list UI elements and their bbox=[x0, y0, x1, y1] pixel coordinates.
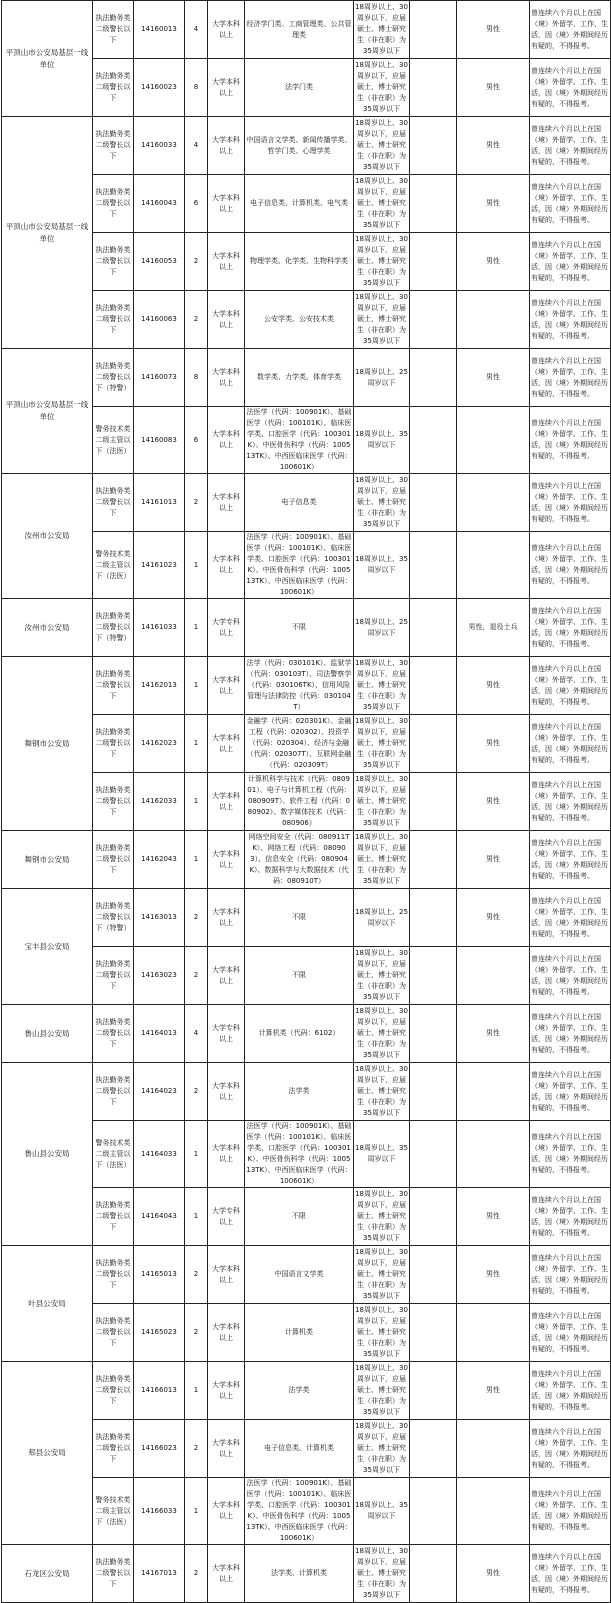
count-cell: 2 bbox=[185, 1420, 208, 1478]
code-cell: 14164043 bbox=[134, 1188, 185, 1246]
position-cell: 警务技术类二级主管以下（法医） bbox=[93, 532, 134, 599]
unit-cell: 石龙区公安局 bbox=[2, 1545, 93, 1603]
code-cell: 14160083 bbox=[134, 407, 185, 474]
education-cell: 大学本科以上 bbox=[208, 1121, 245, 1188]
unit-cell: 平顶山市公安局基层一线单位 bbox=[2, 117, 93, 349]
gender-cell bbox=[457, 947, 530, 1005]
gender-cell: 男性 bbox=[457, 1005, 530, 1063]
major-cell: 金融学（代码：020301K）、金融工程（代码：020302）、投资学（代码：020304）、经济与金融（代码：020307T）、互联网金融（代码：020309T） bbox=[245, 715, 354, 773]
other-cell bbox=[410, 1188, 457, 1246]
code-cell: 14160013 bbox=[134, 1, 185, 59]
position-cell: 执法勤务类二级警长以下 bbox=[93, 773, 134, 831]
age-cell: 18周岁以上、30周岁以下，应届硕士、博士研究生（非在职）为35周岁以下 bbox=[354, 1005, 410, 1063]
position-cell: 执法勤务类二级警长以下 bbox=[93, 1246, 134, 1304]
age-cell: 18周岁以上、30周岁以下，应届硕士、博士研究生（非在职）为35周岁以下 bbox=[354, 715, 410, 773]
other-cell bbox=[410, 117, 457, 175]
position-cell: 执法勤务类二级警长以下（特警） bbox=[93, 889, 134, 947]
code-cell: 14167013 bbox=[134, 1545, 185, 1603]
requirement-cell: 曾连续六个月以上在国（境）外留学、工作、生活，因（境）外期间经历有疑的，不得报考。 bbox=[530, 233, 611, 291]
requirement-cell: 曾连续六个月以上在国（境）外留学、工作、生活，因（境）外期间经历有疑的，不得报考。 bbox=[530, 407, 611, 474]
requirement-cell: 曾连续六个月以上在国（境）外留学、工作、生活，因（境）外期间经历有疑的，不得报考。 bbox=[530, 1246, 611, 1304]
requirement-cell: 曾连续六个月以上在国（境）外留学、工作、生活，因（境）外期间经历有疑的，不得报考。 bbox=[530, 532, 611, 599]
education-cell: 大学本科以上 bbox=[208, 175, 245, 233]
other-cell bbox=[410, 1246, 457, 1304]
code-cell: 14164013 bbox=[134, 1005, 185, 1063]
major-cell: 法医学（代码：100901K）、基础医学（代码：100101K）、临床医学类、口腔医学（代码：100301K）、中医骨伤科学（代码：100513TK）、中西医临床医学（代码：100601K） bbox=[245, 532, 354, 599]
other-cell bbox=[410, 1063, 457, 1121]
other-cell bbox=[410, 947, 457, 1005]
code-cell: 14166033 bbox=[134, 1478, 185, 1545]
major-cell: 计算机科学与技术（代码：080901）、电子与计算机工程（代码：080909T）、软件工程（代码：080902）、数字媒体技术（代码：080906） bbox=[245, 773, 354, 831]
age-cell: 18周岁以上、30周岁以下，应届硕士、博士研究生（非在职）为35周岁以下 bbox=[354, 773, 410, 831]
age-cell: 18周岁以上、35周岁以下 bbox=[354, 407, 410, 474]
age-cell: 18周岁以上、30周岁以下，应届硕士、博士研究生（非在职）为35周岁以下 bbox=[354, 831, 410, 889]
gender-cell: 男性 bbox=[457, 657, 530, 715]
code-cell: 14162033 bbox=[134, 773, 185, 831]
education-cell: 大学本科以上 bbox=[208, 947, 245, 1005]
requirement-cell: 曾连续六个月以上在国（境）外留学、工作、生活，因（境）外期间经历有疑的，不得报考。 bbox=[530, 291, 611, 349]
other-cell bbox=[410, 532, 457, 599]
major-cell: 电子信息类 bbox=[245, 474, 354, 532]
count-cell: 8 bbox=[185, 349, 208, 407]
requirement-cell: 曾连续六个月以上在国（境）外留学、工作、生活，因（境）外期间经历有疑的，不得报考。 bbox=[530, 474, 611, 532]
age-cell: 18周岁以上、30周岁以下，应届硕士、博士研究生（非在职）为35周岁以下 bbox=[354, 233, 410, 291]
education-cell: 大学本科以上 bbox=[208, 831, 245, 889]
other-cell bbox=[410, 349, 457, 407]
major-cell: 数学类、力学类、体育学类 bbox=[245, 349, 354, 407]
gender-cell: 男性 bbox=[457, 175, 530, 233]
position-cell: 执法勤务类二级警长以下 bbox=[93, 1362, 134, 1420]
age-cell: 18周岁以上、30周岁以下，应届硕士、博士研究生（非在职）为35周岁以下 bbox=[354, 1063, 410, 1121]
major-cell: 法学门类 bbox=[245, 59, 354, 117]
position-cell: 执法勤务类二级警长以下 bbox=[93, 1005, 134, 1063]
table-row bbox=[2, 1063, 611, 1121]
requirement-cell: 曾连续六个月以上在国（境）外留学、工作、生活，因（境）外期间经历有疑的，不得报考。 bbox=[530, 1, 611, 59]
requirement-cell: 曾连续六个月以上在国（境）外留学、工作、生活，因（境）外期间经历有疑的，不得报考。 bbox=[530, 117, 611, 175]
position-cell: 执法勤务类二级警长以下 bbox=[93, 657, 134, 715]
code-cell: 14163013 bbox=[134, 889, 185, 947]
count-cell: 1 bbox=[185, 1478, 208, 1545]
requirement-cell: 曾连续六个月以上在国（境）外留学、工作、生活，因（境）外期间经历有疑的，不得报考。 bbox=[530, 175, 611, 233]
major-cell: 中国语言文学类、新闻传播学类、哲学门类、心理学类 bbox=[245, 117, 354, 175]
major-cell: 电子信息类、计算机类 bbox=[245, 1420, 354, 1478]
count-cell: 1 bbox=[185, 1188, 208, 1246]
count-cell: 4 bbox=[185, 1005, 208, 1063]
requirement-cell: 曾连续六个月以上在国（境）外留学、工作、生活，因（境）外期间经历有疑的，不得报考。 bbox=[530, 831, 611, 889]
gender-cell: 男性 bbox=[457, 715, 530, 773]
table-row bbox=[2, 1478, 611, 1545]
table-row bbox=[2, 1005, 611, 1063]
age-cell: 18周岁以上、25周岁以下 bbox=[354, 349, 410, 407]
education-cell: 大学本科以上 bbox=[208, 715, 245, 773]
education-cell: 大学本科以上 bbox=[208, 1, 245, 59]
other-cell bbox=[410, 831, 457, 889]
table-row bbox=[2, 1246, 611, 1304]
gender-cell bbox=[457, 1478, 530, 1545]
requirement-cell: 曾连续六个月以上在国（境）外留学、工作、生活，因（境）外期间经历有疑的，不得报考。 bbox=[530, 59, 611, 117]
code-cell: 14163023 bbox=[134, 947, 185, 1005]
education-cell: 大学本科以上 bbox=[208, 889, 245, 947]
code-cell: 14165013 bbox=[134, 1246, 185, 1304]
age-cell: 18周岁以上、30周岁以下，应届硕士、博士研究生（非在职）为35周岁以下 bbox=[354, 947, 410, 1005]
table-row bbox=[2, 1362, 611, 1420]
count-cell: 2 bbox=[185, 889, 208, 947]
requirement-cell: 曾连续六个月以上在国（境）外留学、工作、生活，因（境）外期间经历有疑的，不得报考。 bbox=[530, 599, 611, 657]
major-cell: 中国语言文学类 bbox=[245, 1246, 354, 1304]
age-cell: 18周岁以上、35周岁以下 bbox=[354, 532, 410, 599]
code-cell: 14166013 bbox=[134, 1362, 185, 1420]
table-row bbox=[2, 349, 611, 407]
age-cell: 18周岁以上、30周岁以下，应届硕士、博士研究生（非在职）为35周岁以下 bbox=[354, 117, 410, 175]
table-row bbox=[2, 175, 611, 233]
count-cell: 2 bbox=[185, 1304, 208, 1362]
education-cell: 大学本科以上 bbox=[208, 1246, 245, 1304]
position-cell: 执法勤务类二级警长以下 bbox=[93, 947, 134, 1005]
count-cell: 6 bbox=[185, 407, 208, 474]
table-row bbox=[2, 947, 611, 1005]
other-cell bbox=[410, 1, 457, 59]
code-cell: 14162013 bbox=[134, 657, 185, 715]
code-cell: 14164023 bbox=[134, 1063, 185, 1121]
gender-cell: 男性 bbox=[457, 117, 530, 175]
unit-cell: 平顶山市公安局基层一线单位 bbox=[2, 349, 93, 474]
position-cell: 执法勤务类二级警长以下 bbox=[93, 59, 134, 117]
age-cell: 18周岁以上、30周岁以下，应届硕士、博士研究生（非在职）为35周岁以下 bbox=[354, 59, 410, 117]
count-cell: 2 bbox=[185, 947, 208, 1005]
count-cell: 1 bbox=[185, 1121, 208, 1188]
gender-cell bbox=[457, 1121, 530, 1188]
education-cell: 大学专科以上 bbox=[208, 599, 245, 657]
unit-cell: 舞钢市公安局 bbox=[2, 657, 93, 831]
age-cell: 18周岁以上、30周岁以下，应届硕士、博士研究生（非在职）为35周岁以下 bbox=[354, 1, 410, 59]
count-cell: 6 bbox=[185, 175, 208, 233]
other-cell bbox=[410, 1545, 457, 1603]
gender-cell: 男性 bbox=[457, 1, 530, 59]
gender-cell: 男性 bbox=[457, 1545, 530, 1603]
other-cell bbox=[410, 1005, 457, 1063]
gender-cell bbox=[457, 291, 530, 349]
table-row bbox=[2, 1188, 611, 1246]
count-cell: 4 bbox=[185, 1, 208, 59]
gender-cell bbox=[457, 474, 530, 532]
gender-cell: 男性，退役士兵 bbox=[457, 599, 530, 657]
table-row bbox=[2, 291, 611, 349]
education-cell: 大学本科以上 bbox=[208, 657, 245, 715]
unit-cell: 鲁山县公安局 bbox=[2, 1063, 93, 1246]
position-cell: 执法勤务类二级警长以下 bbox=[93, 1188, 134, 1246]
gender-cell: 男性 bbox=[457, 773, 530, 831]
table-row bbox=[2, 474, 611, 532]
major-cell: 法学类、计算机类 bbox=[245, 1545, 354, 1603]
other-cell bbox=[410, 657, 457, 715]
age-cell: 18周岁以上、30周岁以下，应届硕士、博士研究生（非在职）为35周岁以下 bbox=[354, 1420, 410, 1478]
code-cell: 14164033 bbox=[134, 1121, 185, 1188]
other-cell bbox=[410, 773, 457, 831]
table-row bbox=[2, 831, 611, 889]
unit-cell: 汝州市公安局 bbox=[2, 474, 93, 599]
education-cell: 大学专科以上 bbox=[208, 1188, 245, 1246]
education-cell: 大学本科以上 bbox=[208, 1304, 245, 1362]
other-cell bbox=[410, 889, 457, 947]
gender-cell: 男性 bbox=[457, 1246, 530, 1304]
other-cell bbox=[410, 715, 457, 773]
age-cell: 18周岁以上、30周岁以下，应届硕士、博士研究生（非在职）为35周岁以下 bbox=[354, 1304, 410, 1362]
table-row bbox=[2, 889, 611, 947]
requirement-cell: 曾连续六个月以上在国（境）外留学、工作、生活，因（境）外期间经历有疑的，不得报考。 bbox=[530, 889, 611, 947]
count-cell: 8 bbox=[185, 59, 208, 117]
age-cell: 18周岁以上、25周岁以下 bbox=[354, 599, 410, 657]
gender-cell bbox=[457, 1420, 530, 1478]
count-cell: 2 bbox=[185, 474, 208, 532]
requirement-cell: 曾连续六个月以上在国（境）外留学、工作、生活，因（境）外期间经历有疑的，不得报考。 bbox=[530, 1362, 611, 1420]
position-cell: 警务技术类二级主管以下（法医） bbox=[93, 407, 134, 474]
major-cell: 法学类 bbox=[245, 1063, 354, 1121]
table-row bbox=[2, 532, 611, 599]
position-cell: 执法勤务类二级警长以下 bbox=[93, 1304, 134, 1362]
other-cell bbox=[410, 1420, 457, 1478]
table-row bbox=[2, 1121, 611, 1188]
unit-cell: 叶县公安局 bbox=[2, 1246, 93, 1362]
code-cell: 14160033 bbox=[134, 117, 185, 175]
major-cell: 法医学（代码：100901K）、基础医学（代码：100101K）、临床医学类、口腔医学（代码：100301K）、中医骨伤科学（代码：100513TK）、中西医临床医学（代码：100601K） bbox=[245, 1121, 354, 1188]
major-cell: 电子信息类、计算机类、电气类 bbox=[245, 175, 354, 233]
code-cell: 14160043 bbox=[134, 175, 185, 233]
education-cell: 大学专科以上 bbox=[208, 1005, 245, 1063]
education-cell: 大学本科以上 bbox=[208, 1420, 245, 1478]
gender-cell bbox=[457, 1063, 530, 1121]
education-cell: 大学本科以上 bbox=[208, 1063, 245, 1121]
position-cell: 警务技术类二级主管以下（法医） bbox=[93, 1478, 134, 1545]
major-cell: 法学（代码：030101K）、监狱学（代码：030103T）、司法警察学（代码：030106TK）、信用风险管理与法律防控（代码：030104T） bbox=[245, 657, 354, 715]
gender-cell: 男性 bbox=[457, 233, 530, 291]
table-row bbox=[2, 233, 611, 291]
gender-cell: 男性 bbox=[457, 1188, 530, 1246]
count-cell: 1 bbox=[185, 657, 208, 715]
requirement-cell: 曾连续六个月以上在国（境）外留学、工作、生活，因（境）外期间经历有疑的，不得报考。 bbox=[530, 715, 611, 773]
age-cell: 18周岁以上、25周岁以下 bbox=[354, 889, 410, 947]
education-cell: 大学本科以上 bbox=[208, 474, 245, 532]
major-cell: 法医学（代码：100901K）、基础医学（代码：100101K）、临床医学类、口腔医学（代码：100301K）、中医骨伤科学（代码：100513TK）、中西医临床医学（代码：100601K） bbox=[245, 1478, 354, 1545]
count-cell: 2 bbox=[185, 233, 208, 291]
table-row bbox=[2, 117, 611, 175]
code-cell: 14161023 bbox=[134, 532, 185, 599]
age-cell: 18周岁以上、30周岁以下，应届硕士、博士研究生（非在职）为35周岁以下 bbox=[354, 175, 410, 233]
position-cell: 执法勤务类二级警长以下 bbox=[93, 474, 134, 532]
age-cell: 18周岁以上、30周岁以下，应届硕士、博士研究生（非在职）为35周岁以下 bbox=[354, 657, 410, 715]
count-cell: 2 bbox=[185, 291, 208, 349]
major-cell: 物理学类、化学类、生物科学类 bbox=[245, 233, 354, 291]
age-cell: 18周岁以上、30周岁以下，应届硕士、博士研究生（非在职）为35周岁以下 bbox=[354, 291, 410, 349]
requirement-cell: 曾连续六个月以上在国（境）外留学、工作、生活，因（境）外期间经历有疑的，不得报考。 bbox=[530, 773, 611, 831]
count-cell: 2 bbox=[185, 1545, 208, 1603]
requirement-cell: 曾连续六个月以上在国（境）外留学、工作、生活，因（境）外期间经历有疑的，不得报考。 bbox=[530, 1478, 611, 1545]
requirement-cell: 曾连续六个月以上在国（境）外留学、工作、生活，因（境）外期间经历有疑的，不得报考。 bbox=[530, 1420, 611, 1478]
gender-cell bbox=[457, 1304, 530, 1362]
major-cell: 公安学类、公安技术类 bbox=[245, 291, 354, 349]
gender-cell: 男性 bbox=[457, 1362, 530, 1420]
position-cell: 执法勤务类二级警长以下（特警） bbox=[93, 599, 134, 657]
major-cell: 法医学（代码：100901K）、基础医学（代码：100101K）、临床医学类、口腔医学（代码：100301K）、中医骨伤科学（代码：100513TK）、中西医临床医学（代码：100601K） bbox=[245, 407, 354, 474]
table-row bbox=[2, 773, 611, 831]
age-cell: 18周岁以上、30周岁以下，应届硕士、博士研究生（非在职）为35周岁以下 bbox=[354, 1362, 410, 1420]
code-cell: 14160053 bbox=[134, 233, 185, 291]
other-cell bbox=[410, 1304, 457, 1362]
education-cell: 大学本科以上 bbox=[208, 407, 245, 474]
major-cell: 不限 bbox=[245, 889, 354, 947]
unit-cell: 宝丰县公安局 bbox=[2, 889, 93, 1005]
unit-cell: 鲁山县公安局 bbox=[2, 1005, 93, 1063]
major-cell: 经济学门类、工商管理类、公共管理类 bbox=[245, 1, 354, 59]
age-cell: 18周岁以上、30周岁以下，应届硕士、博士研究生（非在职）为35周岁以下 bbox=[354, 1545, 410, 1603]
table-row bbox=[2, 599, 611, 657]
major-cell: 不限 bbox=[245, 947, 354, 1005]
age-cell: 18周岁以上、30周岁以下，应届硕士、博士研究生（非在职）为35周岁以下 bbox=[354, 1188, 410, 1246]
requirement-cell: 曾连续六个月以上在国（境）外留学、工作、生活，因（境）外期间经历有疑的，不得报考。 bbox=[530, 349, 611, 407]
position-cell: 执法勤务类二级警长以下 bbox=[93, 831, 134, 889]
gender-cell: 男性 bbox=[457, 59, 530, 117]
gender-cell: 男性 bbox=[457, 349, 530, 407]
code-cell: 14166023 bbox=[134, 1420, 185, 1478]
count-cell: 2 bbox=[185, 1246, 208, 1304]
table-row bbox=[2, 59, 611, 117]
table-row bbox=[2, 1, 611, 59]
position-cell: 执法勤务类二级警长以下 bbox=[93, 1545, 134, 1603]
position-cell: 执法勤务类二级警长以下 bbox=[93, 1420, 134, 1478]
unit-cell: 舞钢市公安局 bbox=[2, 831, 93, 889]
table-row bbox=[2, 715, 611, 773]
count-cell: 2 bbox=[185, 1063, 208, 1121]
education-cell: 大学本科以上 bbox=[208, 532, 245, 599]
age-cell: 18周岁以上、30周岁以下，应届硕士、博士研究生（非在职）为35周岁以下 bbox=[354, 1246, 410, 1304]
count-cell: 1 bbox=[185, 532, 208, 599]
position-cell: 执法勤务类二级警长以下（特警） bbox=[93, 349, 134, 407]
code-cell: 14160073 bbox=[134, 349, 185, 407]
code-cell: 14165023 bbox=[134, 1304, 185, 1362]
count-cell: 1 bbox=[185, 773, 208, 831]
education-cell: 大学本科以上 bbox=[208, 1545, 245, 1603]
other-cell bbox=[410, 291, 457, 349]
age-cell: 18周岁以上、30周岁以下，应届硕士、博士研究生（非在职）为35周岁以下 bbox=[354, 474, 410, 532]
education-cell: 大学本科以上 bbox=[208, 59, 245, 117]
gender-cell bbox=[457, 407, 530, 474]
other-cell bbox=[410, 599, 457, 657]
position-cell: 执法勤务类二级警长以下 bbox=[93, 291, 134, 349]
gender-cell: 男性 bbox=[457, 889, 530, 947]
count-cell: 1 bbox=[185, 831, 208, 889]
other-cell bbox=[410, 59, 457, 117]
requirement-cell: 曾连续六个月以上在国（境）外留学、工作、生活，因（境）外期间经历有疑的，不得报考。 bbox=[530, 1121, 611, 1188]
position-cell: 执法勤务类二级警长以下 bbox=[93, 175, 134, 233]
position-cell: 执法勤务类二级警长以下 bbox=[93, 233, 134, 291]
position-cell: 执法勤务类二级警长以下 bbox=[93, 117, 134, 175]
requirement-cell: 曾连续六个月以上在国（境）外留学、工作、生活，因（境）外期间经历有疑的，不得报考。 bbox=[530, 1188, 611, 1246]
code-cell: 14161013 bbox=[134, 474, 185, 532]
requirement-cell: 曾连续六个月以上在国（境）外留学、工作、生活，因（境）外期间经历有疑的，不得报考。 bbox=[530, 1304, 611, 1362]
other-cell bbox=[410, 233, 457, 291]
recruitment-table bbox=[1, 0, 611, 1603]
table-row bbox=[2, 1545, 611, 1603]
count-cell: 1 bbox=[185, 1362, 208, 1420]
education-cell: 大学本科以上 bbox=[208, 233, 245, 291]
table-row bbox=[2, 657, 611, 715]
education-cell: 大学本科以上 bbox=[208, 117, 245, 175]
gender-cell bbox=[457, 532, 530, 599]
education-cell: 大学本科以上 bbox=[208, 1362, 245, 1420]
unit-cell: 平顶山市公安局基层一线单位 bbox=[2, 1, 93, 117]
count-cell: 4 bbox=[185, 117, 208, 175]
position-cell: 执法勤务类二级警长以下 bbox=[93, 1063, 134, 1121]
table-row bbox=[2, 1304, 611, 1362]
age-cell: 18周岁以上、35周岁以下 bbox=[354, 1478, 410, 1545]
gender-cell: 男性 bbox=[457, 831, 530, 889]
requirement-cell: 曾连续六个月以上在国（境）外留学、工作、生活，因（境）外期间经历有疑的，不得报考。 bbox=[530, 947, 611, 1005]
code-cell: 14160063 bbox=[134, 291, 185, 349]
age-cell: 18周岁以上、35周岁以下 bbox=[354, 1121, 410, 1188]
other-cell bbox=[410, 1121, 457, 1188]
position-cell: 警务技术类二级主管以下（法医） bbox=[93, 1121, 134, 1188]
unit-cell: 郏县公安局 bbox=[2, 1362, 93, 1545]
code-cell: 14161033 bbox=[134, 599, 185, 657]
other-cell bbox=[410, 1362, 457, 1420]
requirement-cell: 曾连续六个月以上在国（境）外留学、工作、生活，因（境）外期间经历有疑的，不得报考。 bbox=[530, 657, 611, 715]
code-cell: 14160023 bbox=[134, 59, 185, 117]
education-cell: 大学本科以上 bbox=[208, 349, 245, 407]
position-cell: 执法勤务类二级警长以下 bbox=[93, 1, 134, 59]
other-cell bbox=[410, 407, 457, 474]
code-cell: 14162023 bbox=[134, 715, 185, 773]
requirement-cell: 曾连续六个月以上在国（境）外留学、工作、生活，因（境）外期间经历有疑的，不得报考。 bbox=[530, 1063, 611, 1121]
other-cell bbox=[410, 175, 457, 233]
position-cell: 执法勤务类二级警长以下 bbox=[93, 715, 134, 773]
major-cell: 不限 bbox=[245, 599, 354, 657]
education-cell: 大学本科以上 bbox=[208, 291, 245, 349]
education-cell: 大学本科以上 bbox=[208, 1478, 245, 1545]
other-cell bbox=[410, 474, 457, 532]
major-cell: 网络空间安全（代码：080911TK）、网络工程（代码：080903）、信息安全（代码：080904K）、数据科学与大数据技术（代码：080910T） bbox=[245, 831, 354, 889]
count-cell: 1 bbox=[185, 715, 208, 773]
major-cell: 计算机类 bbox=[245, 1304, 354, 1362]
major-cell: 法学类 bbox=[245, 1362, 354, 1420]
major-cell: 计算机类（代码：6102） bbox=[245, 1005, 354, 1063]
code-cell: 14162043 bbox=[134, 831, 185, 889]
other-cell bbox=[410, 1478, 457, 1545]
table-row bbox=[2, 407, 611, 474]
unit-cell: 汝州市公安局 bbox=[2, 599, 93, 657]
major-cell: 不限 bbox=[245, 1188, 354, 1246]
requirement-cell: 曾连续六个月以上在国（境）外留学、工作、生活，因（境）外期间经历有疑的，不得报考。 bbox=[530, 1005, 611, 1063]
count-cell: 1 bbox=[185, 599, 208, 657]
education-cell: 大学本科以上 bbox=[208, 773, 245, 831]
table-row bbox=[2, 1420, 611, 1478]
requirement-cell: 曾连续六个月以上在国（境）外留学、工作、生活，因（境）外期间经历有疑的，不得报考。 bbox=[530, 1545, 611, 1603]
